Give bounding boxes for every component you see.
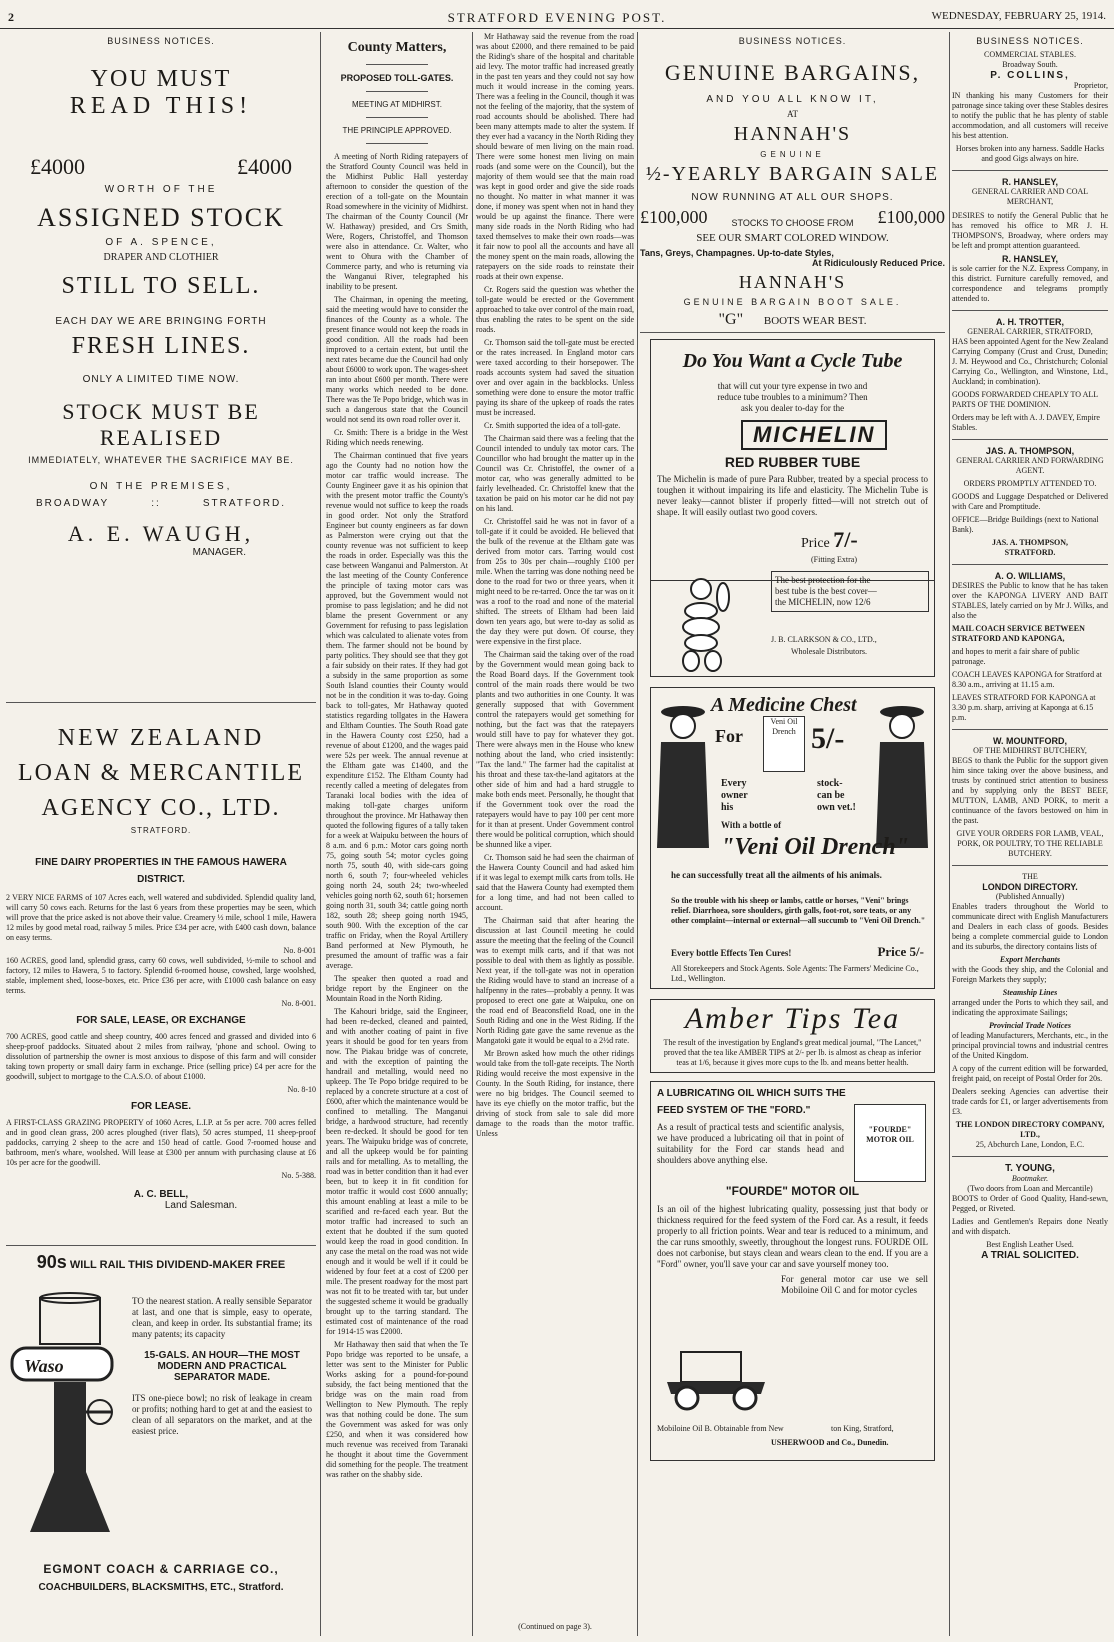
- article-body: [326, 152, 468, 1480]
- notice-address: (Two doors from Loan and Mercantile): [967, 1184, 1093, 1193]
- ad-body: The Michelin is made of pure Para Rubber, treated by a special process to toughen it without impairing its life and elasticity. The Michelin Tube is never leaky—cannot blister if properly fitted—will not stretch out of shape. It will easily outlast two good covers.: [657, 474, 928, 517]
- ad-sellers: All Storekeepers and Stock Agents. Sole Agents: The Farmers' Medicine Co., Ltd., Wellington.: [671, 964, 919, 983]
- mountford-notice: [952, 736, 1108, 859]
- notice-body: with the Goods they ship, and the Colonial and Foreign Markets they supply;: [952, 965, 1108, 984]
- ad-line: he can successfully treat all the ailments of his animals.: [671, 870, 882, 880]
- notice-body: of leading Manufacturers, Merchants, etc., in the principal provincial towns and industrial centres of the United Kingdom.: [952, 1031, 1108, 1060]
- nz-loan-advert: [6, 709, 316, 1239]
- notice-address: 25, Abchurch Lane, London, E.C.: [975, 1140, 1085, 1149]
- ad-headline: A LUBRICATING OIL WHICH SUITS THE: [657, 1088, 846, 1099]
- article-paragraph: Cr. Smith: There is a bridge in the West Riding which needs renewing.: [326, 428, 468, 447]
- article-subhead: PROPOSED TOLL-GATES.: [340, 73, 454, 83]
- ad-line: SEE OUR SMART COLORED WINDOW.: [696, 232, 889, 244]
- ad-letter: "G": [718, 311, 744, 328]
- ad-body: The result of the investigation by England's great medical journal, "The Lancet," proved that the tea like AMBER TIPS at 2/- per lb. is almost as cheap as inferior teas at 1/6, because it gives more cups to the lb. and means better health.: [663, 1038, 922, 1067]
- article-subhead: MEETING AT MIDHIRST.: [352, 100, 442, 109]
- masthead: [0, 6, 1114, 29]
- ad-line: that will cut your tyre expense in two and: [717, 381, 868, 391]
- advert-body: TO the nearest station. A really sensible Separator at last, and one that is simple, easy to operate, clean, and keep in order. Its substantial frame; its many patents; its capacity: [132, 1296, 312, 1339]
- ad-line: ask you dealer to-day for the: [740, 403, 845, 413]
- notice-place: Broadway South.: [1002, 60, 1058, 69]
- article-paragraph: The Kahouri bridge, said the Engineer, had been re-decked, cleaned and painted, and with another coating of paint in five years it should be good for ten years from now. The Piakau bridge was of concrete, and with the exception of painting the handrail and metalling, would need no upkeep. The Te Popo bridge required to be replaced by a concrete structure at a cost of £600, after which the maintenance would be confined to metalling. The Manganui bridge, a hardwood structure, had recently been re-decked. It should be good for ten years. The Waipuku bridge was of concrete, and all the upkeep would be for painting rails and for metalling. As to metalling, the road was in better condition than it had ever been, but to keep it in fit condition for motor traffic it would cost £600 annually; this amount enabling at least a mile to be scarified and re-faced each year. But the motor traffic had increased to such an extent that he doubted if the sum quoted would keep the road in good condition. In any case the metal on the road was not wide enough and it would be well if it could be widened by four feet at a cost of £200 per mile. The present roadway for the most part was not fit to be treated with tar, but under the suggested scheme it would be gradually brought up to the tarring standard. The estimated cost of maintenance of the road for 1914-15 was £2000.: [326, 1007, 468, 1336]
- article-paragraph: The Chairman, in opening the meeting, said the meeting would have to consider the finances of the County as a whole. The present finance would not keep the roads in good condition. All the roads had been improved to a certain extent, but until the next rates became due the Council had only about £6000 to work upon. The wages-sheet ran into about £600 per month. There were many works which needed to be done. There was the Te Popo bridge, which was in such a dangerous state that the Council would not send its own road roller over it.: [326, 295, 468, 424]
- agent-name: A. C. BELL,: [133, 1189, 189, 1200]
- advertiser-name: HANNAH'S: [738, 272, 847, 292]
- ad-line: AND YOU ALL KNOW IT,: [706, 94, 879, 105]
- company-town: STRATFORD.: [130, 826, 192, 835]
- veni-advert: [650, 687, 935, 989]
- advertiser-name: A. E. WAUGH,: [67, 521, 255, 546]
- advertiser-name: HANNAH'S: [733, 123, 852, 145]
- london-directory-notice: [952, 872, 1108, 1150]
- notice-body: and hopes to merit a fair share of public patronage.: [952, 647, 1080, 666]
- company-name: NEW ZEALAND: [57, 725, 265, 751]
- motor-car-illustration: [661, 1342, 771, 1412]
- michelin-logo: MICHELIN: [741, 420, 887, 450]
- ad-line: GENUINE BARGAIN BOOT SALE.: [683, 297, 902, 307]
- waso-logo: Waso: [24, 1356, 64, 1376]
- article-body: [476, 32, 634, 1607]
- column-5: [952, 32, 1108, 1636]
- amount-right: £4000: [237, 154, 292, 179]
- notice-line: ORDERS PROMPTLY ATTENDED TO.: [963, 479, 1097, 488]
- ad-headline: A Medicine Chest: [711, 694, 857, 716]
- ad-line: STOCKS TO CHOOSE FROM: [731, 218, 854, 228]
- ad-line: OF A. SPENCE,: [105, 237, 217, 248]
- amount-left: £4000: [30, 154, 85, 179]
- ad-headline: FRESH LINES.: [71, 333, 251, 359]
- listing-text: 160 ACRES, good land, splendid grass, carry 60 cows, well subdivided, ½-mile to school and factory, 12 miles to Hawera, 5 to factory. Splendid 6-roomed house, cowshed, large woolshed, stable, implement shed, loose-boxes, etc. Price £36 per acre, with £1000 cash balance on easy terms.: [6, 956, 316, 995]
- notice-body: Enables traders throughout the World to communicate direct with English Manufacturers and Dealers in each class of goods. Besides being a complete commercial guide to London and its suburbs, the directory contains lists of: [952, 902, 1108, 951]
- waugh-advert: [6, 36, 316, 696]
- ad-line: DRAPER AND CLOTHIER: [103, 252, 219, 263]
- ad-body: For general motor car use we sell Mobiloine Oil C and for motor cycles: [781, 1274, 928, 1295]
- notice-title: GENERAL CARRIER, STRATFORD,: [967, 327, 1093, 336]
- ad-line: At Ridiculously Reduced Price.: [811, 258, 945, 268]
- notice-body: BOOTS to Order of Good Quality, Hand-sewn, Pegged, or Riveted.: [952, 1194, 1108, 1213]
- listing-text: 2 VERY NICE FARMS of 107 Acres each, well watered and subdivided. Splendid quality land, will carry 50 cows each. Returns for the last 6 years from these properties may be seen, which will prove that the price asked is not above their value. Creamery ½ mile, school 1 mile, Hawera 12 miles by good metal road, railway 5 miles. Price £34 per acre, with £400 cash down, balance on easy terms.: [6, 893, 316, 942]
- ad-line: NOW RUNNING AT ALL OUR SHOPS.: [691, 192, 894, 203]
- notice-body: COACH LEAVES KAPONGA for Stratford at 8.30 a.m., arriving at 11.15 a.m.: [952, 670, 1102, 689]
- article-paragraph: The speaker then quoted a road and bridge report by the Engineer on the Mountain Road in the North Riding.: [326, 974, 468, 1003]
- notice-name: A. O. WILLIAMS,: [994, 571, 1066, 581]
- notice-body: A copy of the current edition will be forwarded, freight paid, on receipt of Postal Order for 20s.: [952, 1064, 1108, 1083]
- notice-title: Proprietor,: [1073, 81, 1108, 90]
- address-row: [36, 498, 286, 509]
- advert-body: ITS one-piece bowl; no risk of leakage in cream or profits; nothing hard to get at and the easiest to clean of all separators on the market, and at the easiest price.: [132, 1393, 312, 1436]
- ad-line: own vet.!: [817, 802, 856, 813]
- notice-body: DESIRES to notify the General Public that he has removed his office to MR J. H. THOMPSON'S, Broadway, where orders may be left and prompt attention guaranteed.: [952, 211, 1108, 250]
- ad-footer: Mobiloine Oil B. Obtainable from New: [657, 1424, 784, 1433]
- advert-price: 90s: [36, 1252, 67, 1272]
- ad-line: [640, 311, 945, 329]
- listing-heading: DISTRICT.: [137, 874, 185, 885]
- notice-name: JAS. A. THOMPSON,: [985, 446, 1075, 456]
- ad-line: The best protection for the: [775, 575, 871, 585]
- notice-company: THE LONDON DIRECTORY COMPANY, LTD.,: [955, 1120, 1105, 1139]
- price-row: [801, 527, 858, 553]
- section-header: BUSINESS NOTICES.: [738, 36, 847, 46]
- distributor-title: Wholesale Distributors.: [791, 647, 867, 656]
- price-value: 7/-: [833, 527, 858, 552]
- listing-text: 700 ACRES, good cattle and sheep country, 400 acres fenced and grassed and divided into 6 sheep-proof paddocks. Situated about 2 miles from railway, 'phone and school. Owing to dissolution of partnership the owner is most anxious to dispose of this farm and will consider taking town property or small dairy farm in exchange. Price (selling price) £4 per acre for the goodwill, subject to mortgage to the C.A.S.O. of about £1000.: [6, 1032, 316, 1081]
- advertiser-title: MANAGER.: [192, 547, 246, 558]
- notice-body: BEGS to thank the Public for the support given him since taking over the above business, and trusts by continued strict attention to business and by supplying only the BEST BEEF, MUTTON, LAMB, AND PORK, to merit a continuance of the favors bestowed on him in the past.: [952, 756, 1108, 825]
- column-rule: [472, 32, 473, 1636]
- article-continued: (Continued on page 3).: [518, 1622, 592, 1631]
- amount-right: £100,000: [877, 207, 945, 227]
- article-paragraph: The Chairman continued that five years ago the County had no notion how the motor car traffic would increase. The County Engineer gave it as his opinion that with the present motor traffic the County's revenue would not suffice to keep the roads in good order. Not only the Stratford Engineer but county engineers as far down as Palmerston were crying out that the county revenue was not sufficient to keep the roads in order. Especially was this the case between Wanganui and Palmerston. At the last meeting of the County Conference the principle of taxing motor cars was approved, but the Government would not promise to pass legislation; and he did not blame the present Government or any Government for refusing to pass legislation which was calculated to alienate votes from them. The farmer should not be bound by party politics. They should see that they got a fair subsidy on their rates. If they had got a subsidy in the same proportion as some South Island counties their County would not be in the condition it was to-day. Going back to toll-gates, Mr Hathaway quoted statistics regarding tollgates in the Hawera and Eltham Counties. The South Road gate in the Hawera County cost £250, had a revenue of about £1200, and the wages paid were 52s per week. The annual revenue at the Eltham gate was £1400, and the expenditure £152. The Eltham County had recently called a meeting of delegates from Taranaki local bodies with the idea of making toll-gate charges uniform throughout the province. Mr Hathaway then quoted the following figures of a tally taken for a week at Waipuku between the hours of 8 a.m. and 6 p.m.: Motor cars going north 75, going south 54; motor cycles going north 75, south 40, with side-cars going north 6, south 7; four-wheeled vehicles going north 24, south 24; two-wheeled vehicles going north 62, south 61; horsemen going north 31, south 34; cattle going north 182, south 28; sheep going north 1945, south 900. With the exception of the car traffic on Friday, when the Royal Artillery Band performed at New Plymouth, he presumed the amount of traffic was a fair average.: [326, 451, 468, 970]
- ad-line: Tans, Greys, Champagnes. Up-to-date Styles,: [640, 248, 834, 258]
- ad-headline: Do You Want a Cycle Tube: [682, 350, 903, 372]
- article-subhead: THE PRINCIPLE APPROVED.: [342, 126, 452, 135]
- notice-line: A TRIAL SOLICITED.: [981, 1250, 1079, 1261]
- notice-subhead: Export Merchants: [999, 955, 1061, 964]
- article-paragraph: Cr. Rogers said the question was whether the toll-gate would be erected or the Government approached to take over control of the main road, thus enabling the rates to be spent on the side roads.: [476, 285, 634, 334]
- article-paragraph: The Chairman said there was a feeling that the Council intended to unduly tax motor cars. The Councillor who had brought the matter up in the Council was Cr. Christoffel, the owner of a motor car, who was generally admitted to be fairly levelheaded. Cr. Christoffel knew that the taxation be paid on his motor car he did not pay on his land.: [476, 434, 634, 513]
- notice-body: IN thanking his many Customers for their patronage since taking over these Stables desires to notify the public that he has plenty of stable accommodation, and all customers will receive his best attention.: [952, 91, 1108, 140]
- section-header: BUSINESS NOTICES.: [976, 36, 1084, 46]
- article-paragraph: A meeting of North Riding ratepayers of the Stratford County Council was held in the Midhirst Public Hall yesterday afternoon to consider the question of the erection of a toll-gate on the Mountain Road somewhere in the vicinity of Midhirst. The chairman of the County Council (Mr W. Hathaway) presided, and Crs Smith, Were, Rogers, Christoffel, and Thomson were also in attendance. Cr. Walter, who went to Ohura with the Chamber of Commerce party, and who is returning via the Wanganui River, telegraphed his inability to be present.: [326, 152, 468, 291]
- article-paragraph: Mr Hathaway said the revenue from the road was about £2000, and there remained to be paid the Riding's share of the hospital and charitable aid levy. The motor traffic had increased greatly in the past ten years and they could not say how much it would increase in the coming years. There was a feeling in the Council, though it was not the feeling of the majority, that the system of road accounts should be abolished. There had been many attempts made to alter the system. If they ever had a vacancy in the North Riding they should beware of men living on the main road. There were some honest men living on main roads (and some were on the Council), but the majority of them would see that the main road was kept in good order and give the side roads no thought. No matter in what manner it was done, if money was spent when not in hand they would be up against the finance. There were many side roads in the North Riding who had taxed themselves to make their own roads—was it fair now to pool all the accounts and have all the money spent on the main roads, allowing the ratepayers on the side roads to reinstate their roads at their own expense.: [476, 32, 634, 281]
- trotter-notice: [952, 317, 1108, 433]
- article-paragraph: The Chairman said that after hearing the discussion at last Council meeting he could assure the meeting that the feeling of the Council was to exempt milk carts, and if that was not possible to deal with them as lightly as possible. Next year, if the toll-gate was not in operation the Riding would have to stand an increase of a halfpenny in the rates—probably a penny. It was proposed to erect one gate at Waipuku, one on the road end of Beaconsfield Road, one in the South Riding and one in the West Riding. If the North Riding gate gave the same revenue as the Mangatoki gate it would be equal to a 2½d rate.: [476, 916, 634, 1045]
- notice-subhead: Provincial Trade Notices: [989, 1021, 1071, 1030]
- street: BROADWAY: [36, 498, 110, 509]
- notice-title: (Published Annually): [995, 892, 1065, 901]
- notice-name: R. HANSLEY,: [1001, 254, 1058, 264]
- listing-text: A FIRST-CLASS GRAZING PROPERTY of 1060 Acres, L.I.P. at 5s per acre. 700 acres felled and in good clean grass, 200 acres ploughed (river flats), 50 acres stumped, 11 sheep-proof paddocks, carrying 2 sheep to the acre and 150 head of cattle. Good 7-roomed house and bathroom, men's whare, woolshed. Will lease at £300 per annum with purchasing clause at £6 10s per acre for the goodwill.: [6, 1118, 316, 1167]
- ad-headline: ASSIGNED STOCK: [37, 203, 285, 232]
- fourde-oil-advert: [650, 1081, 935, 1461]
- price-label: Price: [801, 536, 830, 551]
- oil-can-label: MOTOR OIL: [866, 1135, 914, 1144]
- amount-left: £100,000: [640, 207, 708, 227]
- company-name: LOAN & MERCANTILE: [18, 760, 304, 786]
- ad-line: With a bottle of: [721, 820, 782, 830]
- notice-body: Horses broken into any harness. Saddle Hacks and good Gigs always on hire.: [955, 144, 1105, 163]
- ad-line: AT: [787, 109, 798, 119]
- advertiser-trade: COACHBUILDERS, BLACKSMITHS, ETC., Stratford.: [38, 1582, 284, 1593]
- advert-subhead: 15-GALS. AN HOUR—THE MOST MODERN AND PRACTICAL SEPARATOR MADE.: [144, 1350, 300, 1383]
- column-4: [640, 32, 945, 1636]
- ad-slogan: BOOTS WEAR BEST.: [763, 315, 867, 327]
- williams-notice: [952, 571, 1108, 723]
- notice-line: Best English Leather Used.: [986, 1240, 1074, 1249]
- notice-body: LEAVES STRATFORD FOR KAPONGA at 3.30 p.m. sharp, arriving at Kaponga at 6.15 p.m.: [952, 693, 1096, 722]
- ad-line: Every: [721, 778, 747, 789]
- ad-line: GENUINE: [760, 150, 825, 159]
- issue-date: WEDNESDAY, FEBRUARY 25, 1914.: [931, 10, 1106, 22]
- farmer-illustration: [653, 698, 713, 848]
- notice-body: GIVE YOUR ORDERS FOR LAMB, VEAL, PORK, OR POULTRY, TO THE RELIABLE BUTCHERY.: [956, 829, 1104, 858]
- ad-line: Every bottle Effects Ten Cures!: [671, 948, 792, 958]
- advert-headline: [6, 1252, 316, 1273]
- notice-the: THE: [1022, 872, 1038, 881]
- article-paragraph: Mr Brown asked how much the other ridings would take from the toll-gate receipts. The North Riding would receive the most expensive in the County. In the South Riding, for instance, there were no big bridges. The Council seemed to have its eye chiefly on the motor traffic, but the driving of stock from sale to sale did more damage to the roads than the motor traffic. Unless: [476, 1049, 634, 1138]
- notice-title: GENERAL CARRIER AND COAL MERCHANT,: [971, 187, 1089, 206]
- ad-headline: FEED SYSTEM OF THE "FORD.": [657, 1105, 811, 1116]
- thompson-notice: [952, 446, 1108, 558]
- ad-price: 5/-: [811, 722, 845, 755]
- bottle-label: Veni Oil Drench: [763, 716, 805, 772]
- advert-headline-text: WILL RAIL THIS DIVIDEND-MAKER FREE: [69, 1259, 286, 1271]
- ad-line: ONLY A LIMITED TIME NOW.: [82, 374, 240, 385]
- waso-advert: [6, 1252, 316, 1612]
- michelin-advert: [650, 339, 935, 581]
- amber-tips-advert: [650, 999, 935, 1073]
- listing-number: No. 8-001: [283, 946, 316, 955]
- notice-body: arranged under the Ports to which they sail, and indicating the approximate Sailings;: [952, 998, 1108, 1017]
- ad-headline: GENUINE BARGAINS,: [664, 60, 921, 85]
- notice-heading: COMMERCIAL STABLES.: [984, 50, 1076, 59]
- notice-name: P. COLLINS,: [990, 70, 1070, 81]
- ad-headline: STILL TO SELL.: [61, 273, 261, 299]
- article-paragraph: Cr. Christoffel said he was not in favor of a toll-gate if it could be avoided. He believed that the bulk of the revenue at the Eltham gate was derived from motor cars. Tarring would cost from 25s to 30s per chain—roughly £100 per mile. When the tarring was done nothing need be done to the road for two or three years, when it might need to be re-tarred. Once the tar was on it was a roof to the road and none of the material shifted. The streets of Eltham had been laid down ten years ago, but were to-day as solid as the day they were put down. Of course, they were expensive in the first place.: [476, 517, 634, 646]
- cream-separator-illustration: [10, 1292, 120, 1532]
- notice-name: A. H. TROTTER,: [996, 317, 1064, 327]
- ad-body: Is an oil of the highest lubricating quality, possessing just that body or thickness required for the feed system of the Ford car. As a result, it feeds properly to all friction points. Wear and tear is reduced to a minimum, and the car runs smoothly, sweetly, throughout the longest runs. FOURDE OIL does not carbonise, but stays clean and wears clean to the end. If you are a "Ford" owner, you'll save your car and save yourself money too.: [657, 1204, 928, 1269]
- article-paragraph: Mr Hathaway then said that when the Te Popo bridge was reported to be unsafe, a letter was sent to the Minister for Public Works asking for a pound-for-pound subsidy, the fact being mentioned that the bridge was on the main road from Wellington to New Plymouth. The reply was that nothing could be done. The sum the Government was asked for was only £250, and when it was considered how much revenue was received from Taranaki he thought it about time the Government did something for the people. The treatment was rather on the shabby side.: [326, 1340, 468, 1479]
- article-column-2: [476, 32, 634, 1636]
- page-number: 2: [8, 10, 14, 24]
- notice-body: HAS been appointed Agent for the New Zealand Carrying Company (Crust and Crust, Dunedin; J. M. Heywood and Co., Christchurch; Colonial Carrying Co., Wellington, and Winstone, Ltd., Auckland; in combination).: [952, 337, 1108, 386]
- price-note: (Fitting Extra): [811, 555, 857, 564]
- notice-subhead: Steamship Lines: [1002, 988, 1058, 997]
- company-name: AGENCY CO., LTD.: [41, 795, 281, 821]
- listing-number: No. 8-10: [287, 1085, 316, 1094]
- ad-callout: [771, 571, 929, 612]
- notice-body: DESIRES the Public to know that he has taken over the KAPONGA LIVERY AND BAIT STABLES, lately carried on by Mr J. Wilks, and also the: [952, 581, 1108, 620]
- ad-footer: ton King, Stratford,: [831, 1424, 894, 1433]
- notice-town: STRATFORD.: [1004, 548, 1056, 557]
- listing-number: No. 5-388.: [281, 1171, 316, 1180]
- town: STRATFORD.: [202, 498, 286, 509]
- ad-headline: STOCK MUST BE: [62, 399, 260, 424]
- ad-line: the MICHELIN, now 12/6: [775, 597, 871, 607]
- ad-headline: REALISED: [99, 425, 223, 450]
- michelin-man-illustration: [663, 575, 743, 675]
- ad-line: READ THIS!: [69, 93, 253, 119]
- ad-line: reduce tube troubles to a minimum? Then: [717, 392, 868, 402]
- article-paragraph: Cr. Thomson said the toll-gate must be erected or the rates increased. In England motor cars were taxed according to their horsepower. The roads accounts system had saved the situation over and over again in the backblocks. Unless something were done to ensure the motor traffic paying its share of the upkeep of roads the rates must be increased.: [476, 338, 634, 417]
- ad-footer: USHERWOOD and Co., Dunedin.: [771, 1438, 889, 1447]
- article-title: County Matters,: [347, 40, 447, 55]
- listing-heading: FOR SALE, LEASE, OR EXCHANGE: [76, 1015, 246, 1026]
- ad-headline: RED RUBBER TUBE: [724, 454, 861, 470]
- article-paragraph: The Chairman said the taking over of the road by the Government would mean going back to the Road Board days. If the Government took control of the main roads there would be two plants and two authorities in one County. It was generally supposed that with Government control the ratepayers would get something for nothing, but the fact was that the ratepayers would still have to pay for whatever they got. There were always men in the House who knew nothing about the land, who cried insistently: "Tax the land." The farmer had the capitalist at his throat and these tax-the-land agitators at the other side of him and had a hard struggle to make both ends meet. Personally, he thought that if the Government took over the road the ratepayers would have to pay 100 per cent more for it than at present. Under Government control there would be political corruption, which should be shunned like a viper.: [476, 650, 634, 849]
- ad-line: can be: [817, 790, 845, 801]
- ad-line: YOU MUST: [90, 66, 232, 92]
- ad-line: EACH DAY WE ARE BRINGING FORTH: [55, 316, 267, 327]
- notice-title: Bootmaker.: [1011, 1174, 1049, 1183]
- ad-body: So the trouble with his sheep or lambs, cattle or horses, "Veni" brings relief. Diarrhoea, sore shoulders, girth galls, foot-rot, sore teats, or any other complaint—internal or external—all succumb to "Veni Oil Drench.": [671, 896, 926, 925]
- column-1: [6, 32, 316, 1636]
- listing-number: No. 8-001.: [281, 999, 316, 1008]
- ad-line: For: [715, 726, 743, 746]
- ad-line: owner: [721, 790, 748, 801]
- listing-heading: FINE DAIRY PROPERTIES IN THE FAMOUS HAWERA: [35, 857, 287, 868]
- hannah-advert: [640, 36, 945, 326]
- notice-body: Orders may be left with A. J. DAVEY, Empire Stables.: [952, 413, 1100, 432]
- column-rule: [949, 32, 950, 1636]
- product-name: "FOURDE" MOTOR OIL: [725, 1184, 860, 1198]
- oil-can-label: "FOURDE": [868, 1125, 912, 1134]
- michelin-advert-lower: [650, 527, 935, 677]
- notice-sign: JAS. A. THOMPSON,: [991, 538, 1069, 547]
- notice-title: GENERAL CARRIER AND FORWARDING AGENT.: [956, 456, 1104, 475]
- listing-heading: FOR LEASE.: [130, 1101, 191, 1112]
- notice-name: T. YOUNG,: [1005, 1163, 1055, 1174]
- ad-line: stock-: [817, 778, 843, 789]
- ad-price: Price 5/-: [877, 944, 924, 959]
- article-paragraph: Cr. Smith supported the idea of a toll-gate.: [484, 421, 621, 430]
- oil-can-illustration: [854, 1104, 926, 1182]
- article-column-1: [326, 32, 468, 1636]
- notice-body: MAIL COACH SERVICE BETWEEN STRATFORD AND KAPONGA,: [952, 624, 1085, 643]
- amber-tips-logo: Amber Tips Tea: [684, 1002, 901, 1035]
- notice-body: OFFICE—Bridge Buildings (next to National Bank).: [952, 515, 1099, 534]
- notice-body: Dealers seeking Agencies can advertise their trade cards for £1, or larger advertisements from £3.: [952, 1087, 1108, 1116]
- amount-row: [640, 207, 945, 228]
- ad-line: his: [721, 802, 734, 813]
- collins-notice: [952, 50, 1108, 164]
- article-paragraph: Cr. Thomson said he had seen the chairman of the Hawera County Council and had asked him if it was legal to exempt milk carts from tolls. He said that the Hawera County had exempted them for a long time, and had not been called to account.: [476, 853, 634, 912]
- notice-body: is sole carrier for the N.Z. Express Company, in this district. Furniture carefully removed, and correspondence and telegrams promptly attended to.: [952, 264, 1108, 303]
- notice-name: R. HANSLEY,: [1001, 177, 1058, 187]
- column-rule: [320, 32, 321, 1636]
- separator: ::: [151, 498, 161, 509]
- ad-line: ON THE PREMISES,: [89, 481, 233, 492]
- notice-body: GOODS and Luggage Despatched or Delivered with Care and Promptitude.: [952, 492, 1108, 511]
- notice-name: W. MOUNTFORD,: [993, 736, 1067, 746]
- notice-body: Ladies and Gentlemen's Repairs done Neatly and with dispatch.: [952, 1217, 1108, 1236]
- distributor-name: J. B. CLARKSON & CO., LTD.,: [771, 635, 877, 644]
- product-name: "Veni Oil Drench": [721, 834, 910, 860]
- notice-body: GOODS FORWARDED CHEAPLY TO ALL PARTS OF THE DOMINION.: [952, 390, 1098, 409]
- hansley-notice: [952, 177, 1108, 304]
- agent-title: Land Salesman.: [164, 1200, 238, 1211]
- newspaper-title: STRATFORD EVENING POST.: [447, 10, 667, 25]
- notice-name: LONDON DIRECTORY.: [982, 882, 1078, 892]
- farmer-illustration: [872, 698, 932, 848]
- young-notice: [952, 1163, 1108, 1261]
- section-header: BUSINESS NOTICES.: [107, 36, 215, 46]
- amount-row: [30, 154, 292, 180]
- ad-body: As a result of practical tests and scientific analysis, we have produced a lubricating oil that in point of suitability for the Ford car stands head and shoulders above anything else.: [657, 1122, 844, 1165]
- ad-headline: ½-YEARLY BARGAIN SALE: [645, 163, 940, 185]
- notice-title: OF THE MIDHIRST BUTCHERY,: [973, 746, 1087, 755]
- column-rule: [637, 32, 638, 1636]
- ad-line: WORTH OF THE: [104, 184, 218, 195]
- advertiser-name: EGMONT COACH & CARRIAGE CO.,: [43, 1562, 279, 1576]
- ad-line: best tube is the best cover—: [775, 586, 877, 596]
- ad-line: IMMEDIATELY, WHATEVER THE SACRIFICE MAY BE.: [28, 455, 294, 465]
